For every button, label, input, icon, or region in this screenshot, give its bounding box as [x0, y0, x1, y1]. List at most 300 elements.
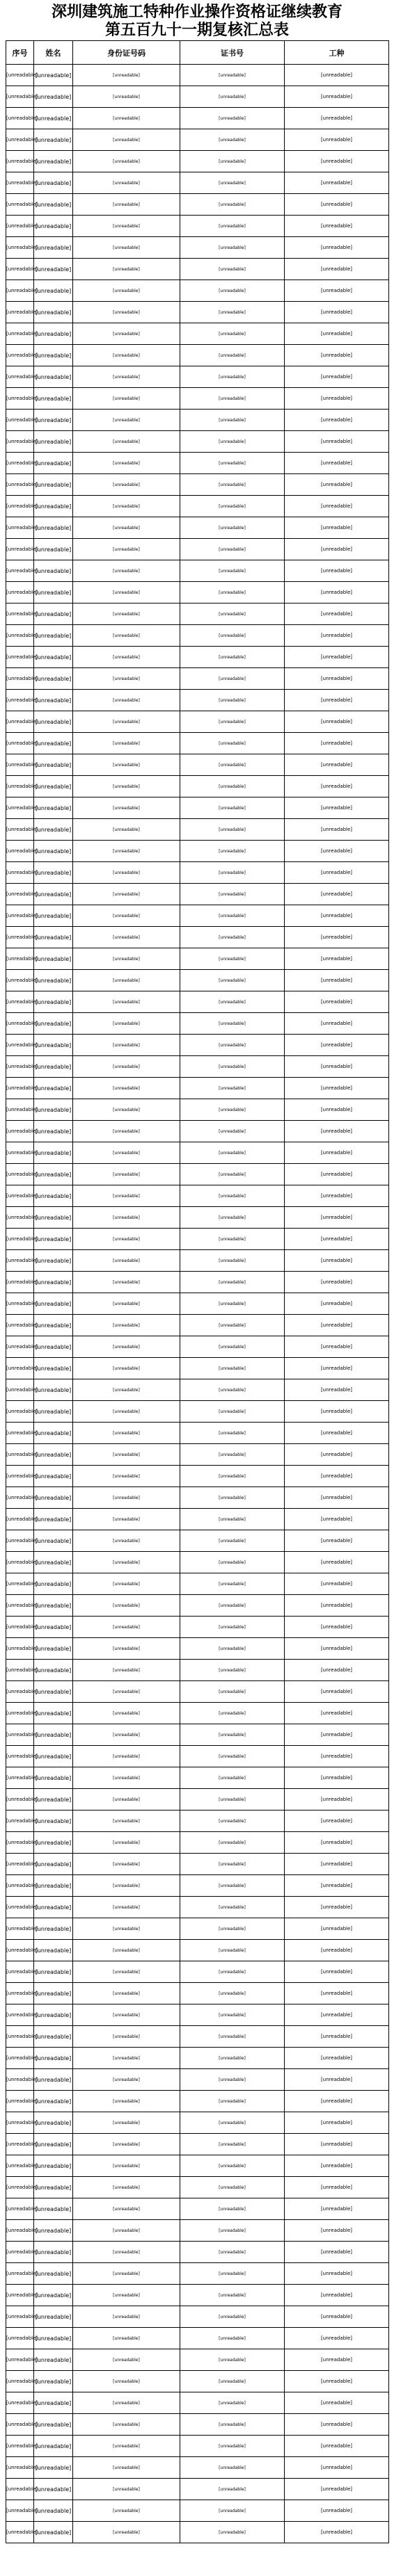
- table-row: [6, 1423, 389, 1444]
- row-number: [unreadable]: [6, 151, 34, 172]
- worker-name: [unreadable]: [34, 1056, 73, 1078]
- row-number: [unreadable]: [6, 410, 34, 431]
- row-number: [unreadable]: [6, 237, 34, 259]
- worker-name: [unreadable]: [34, 517, 73, 539]
- table-row: [6, 1487, 389, 1509]
- table-row: [6, 1552, 389, 1573]
- table-row: [6, 754, 389, 776]
- table-row: [6, 280, 389, 302]
- job-type: [unreadable]: [285, 216, 389, 237]
- row-number: [unreadable]: [6, 1767, 34, 1789]
- certificate-number: [unreadable]: [180, 1961, 285, 1983]
- job-type: [unreadable]: [285, 927, 389, 948]
- certificate-number: [unreadable]: [180, 819, 285, 841]
- worker-name: [unreadable]: [34, 1423, 73, 1444]
- table-header-row: [6, 41, 389, 65]
- row-number: [unreadable]: [6, 517, 34, 539]
- table-row: [6, 647, 389, 668]
- table-row: [6, 237, 389, 259]
- job-type: [unreadable]: [285, 819, 389, 841]
- certificate-number: [unreadable]: [180, 1466, 285, 1487]
- id-number: [unreadable]: [73, 2285, 180, 2306]
- job-type: [unreadable]: [285, 1379, 389, 1401]
- worker-name: [unreadable]: [34, 1961, 73, 1983]
- table-row: [6, 1013, 389, 1035]
- worker-name: [unreadable]: [34, 1185, 73, 1207]
- certificate-number: [unreadable]: [180, 2263, 285, 2285]
- row-number: [unreadable]: [6, 1940, 34, 1961]
- job-type: [unreadable]: [285, 2004, 389, 2026]
- job-type: [unreadable]: [285, 970, 389, 991]
- row-number: [unreadable]: [6, 1423, 34, 1444]
- job-type: [unreadable]: [285, 1121, 389, 1142]
- table-row: [6, 1724, 389, 1746]
- id-number: [unreadable]: [73, 819, 180, 841]
- table-row: [6, 927, 389, 948]
- worker-name: [unreadable]: [34, 1379, 73, 1401]
- title-line-1: 深圳建筑施工特种作业操作资格证继续教育: [51, 3, 342, 21]
- certificate-number: [unreadable]: [180, 1660, 285, 1681]
- job-type: [unreadable]: [285, 1099, 389, 1121]
- certificate-number: [unreadable]: [180, 2220, 285, 2242]
- row-number: [unreadable]: [6, 1530, 34, 1552]
- worker-name: [unreadable]: [34, 323, 73, 345]
- id-number: [unreadable]: [73, 474, 180, 496]
- job-type: [unreadable]: [285, 991, 389, 1013]
- worker-name: [unreadable]: [34, 2242, 73, 2263]
- job-type: [unreadable]: [285, 1336, 389, 1358]
- row-number: [unreadable]: [6, 431, 34, 453]
- id-number: [unreadable]: [73, 1595, 180, 1617]
- table-row: [6, 1638, 389, 1660]
- id-number: [unreadable]: [73, 1336, 180, 1358]
- job-type: [unreadable]: [285, 108, 389, 129]
- worker-name: [unreadable]: [34, 927, 73, 948]
- id-number: [unreadable]: [73, 1250, 180, 1272]
- certificate-number: [unreadable]: [180, 1724, 285, 1746]
- worker-name: [unreadable]: [34, 86, 73, 108]
- worker-name: [unreadable]: [34, 776, 73, 797]
- row-number: [unreadable]: [6, 302, 34, 323]
- certificate-number: [unreadable]: [180, 1229, 285, 1250]
- document-title: [6, 0, 388, 40]
- job-type: [unreadable]: [285, 1746, 389, 1767]
- certificate-number: [unreadable]: [180, 1509, 285, 1530]
- table-row: [6, 2436, 389, 2457]
- id-number: [unreadable]: [73, 172, 180, 194]
- worker-name: [unreadable]: [34, 1035, 73, 1056]
- job-type: [unreadable]: [285, 1272, 389, 1293]
- worker-name: [unreadable]: [34, 2134, 73, 2155]
- table-row: [6, 108, 389, 129]
- job-type: [unreadable]: [285, 496, 389, 517]
- row-number: [unreadable]: [6, 1121, 34, 1142]
- row-number: [unreadable]: [6, 1250, 34, 1272]
- worker-name: [unreadable]: [34, 410, 73, 431]
- job-type: [unreadable]: [285, 2349, 389, 2371]
- worker-name: [unreadable]: [34, 862, 73, 884]
- row-number: [unreadable]: [6, 388, 34, 410]
- row-number: [unreadable]: [6, 496, 34, 517]
- row-number: [unreadable]: [6, 2198, 34, 2220]
- id-number: [unreadable]: [73, 927, 180, 948]
- worker-name: [unreadable]: [34, 474, 73, 496]
- id-number: [unreadable]: [73, 539, 180, 560]
- row-number: [unreadable]: [6, 647, 34, 668]
- table-row: [6, 862, 389, 884]
- table-row: [6, 65, 389, 86]
- id-number: [unreadable]: [73, 65, 180, 86]
- worker-name: [unreadable]: [34, 2414, 73, 2436]
- worker-name: [unreadable]: [34, 1897, 73, 1918]
- job-type: [unreadable]: [285, 2134, 389, 2155]
- row-number: [unreadable]: [6, 690, 34, 711]
- table-row: [6, 2479, 389, 2500]
- certificate-number: [unreadable]: [180, 1207, 285, 1229]
- job-type: [unreadable]: [285, 948, 389, 970]
- table-row: [6, 2522, 389, 2543]
- worker-name: [unreadable]: [34, 2112, 73, 2134]
- id-number: [unreadable]: [73, 2371, 180, 2392]
- job-type: [unreadable]: [285, 905, 389, 927]
- id-number: [unreadable]: [73, 2392, 180, 2414]
- job-type: [unreadable]: [285, 2242, 389, 2263]
- row-number: [unreadable]: [6, 2177, 34, 2198]
- row-number: [unreadable]: [6, 2004, 34, 2026]
- id-number: [unreadable]: [73, 345, 180, 366]
- job-type: [unreadable]: [285, 560, 389, 582]
- job-type: [unreadable]: [285, 1767, 389, 1789]
- id-number: [unreadable]: [73, 216, 180, 237]
- certificate-number: [unreadable]: [180, 582, 285, 604]
- worker-name: [unreadable]: [34, 453, 73, 474]
- certificate-number: [unreadable]: [180, 2371, 285, 2392]
- table-row: [6, 2371, 389, 2392]
- certificate-number: [unreadable]: [180, 647, 285, 668]
- certificate-number: [unreadable]: [180, 1379, 285, 1401]
- id-number: [unreadable]: [73, 1121, 180, 1142]
- row-number: [unreadable]: [6, 366, 34, 388]
- job-type: [unreadable]: [285, 1142, 389, 1164]
- id-number: [unreadable]: [73, 905, 180, 927]
- table-row: [6, 302, 389, 323]
- row-number: [unreadable]: [6, 2242, 34, 2263]
- job-type: [unreadable]: [285, 884, 389, 905]
- row-number: [unreadable]: [6, 970, 34, 991]
- certificate-number: [unreadable]: [180, 2134, 285, 2155]
- certificate-number: [unreadable]: [180, 1401, 285, 1423]
- row-number: [unreadable]: [6, 1573, 34, 1595]
- id-number: [unreadable]: [73, 2522, 180, 2543]
- worker-name: [unreadable]: [34, 172, 73, 194]
- id-number: [unreadable]: [73, 1681, 180, 1703]
- id-number: [unreadable]: [73, 1078, 180, 1099]
- job-type: [unreadable]: [285, 2198, 389, 2220]
- id-number: [unreadable]: [73, 86, 180, 108]
- worker-name: [unreadable]: [34, 2371, 73, 2392]
- job-type: [unreadable]: [285, 280, 389, 302]
- worker-name: [unreadable]: [34, 496, 73, 517]
- table-row: [6, 86, 389, 108]
- worker-name: [unreadable]: [34, 970, 73, 991]
- row-number: [unreadable]: [6, 323, 34, 345]
- row-number: [unreadable]: [6, 1961, 34, 1983]
- table-row: [6, 323, 389, 345]
- worker-name: [unreadable]: [34, 1315, 73, 1336]
- worker-name: [unreadable]: [34, 1595, 73, 1617]
- job-type: [unreadable]: [285, 474, 389, 496]
- worker-name: [unreadable]: [34, 1811, 73, 1832]
- row-number: [unreadable]: [6, 1595, 34, 1617]
- table-row: [6, 2306, 389, 2328]
- worker-name: [unreadable]: [34, 1983, 73, 2004]
- id-number: [unreadable]: [73, 1530, 180, 1552]
- row-number: [unreadable]: [6, 991, 34, 1013]
- id-number: [unreadable]: [73, 797, 180, 819]
- id-number: [unreadable]: [73, 884, 180, 905]
- worker-name: [unreadable]: [34, 1250, 73, 1272]
- job-type: [unreadable]: [285, 2177, 389, 2198]
- worker-name: [unreadable]: [34, 431, 73, 453]
- table-row: [6, 1573, 389, 1595]
- table-row: [6, 194, 389, 216]
- job-type: [unreadable]: [285, 582, 389, 604]
- certificate-number: [unreadable]: [180, 1336, 285, 1358]
- row-number: [unreadable]: [6, 2328, 34, 2349]
- worker-name: [unreadable]: [34, 1487, 73, 1509]
- row-number: [unreadable]: [6, 1035, 34, 1056]
- worker-name: [unreadable]: [34, 259, 73, 280]
- id-number: [unreadable]: [73, 1617, 180, 1638]
- worker-name: [unreadable]: [34, 2069, 73, 2091]
- table-row: [6, 2112, 389, 2134]
- id-number: [unreadable]: [73, 1854, 180, 1875]
- certificate-number: [unreadable]: [180, 1638, 285, 1660]
- table-row: [6, 625, 389, 647]
- worker-name: [unreadable]: [34, 1142, 73, 1164]
- job-type: [unreadable]: [285, 862, 389, 884]
- job-type: [unreadable]: [285, 65, 389, 86]
- table-row: [6, 2349, 389, 2371]
- worker-name: [unreadable]: [34, 2177, 73, 2198]
- id-number: [unreadable]: [73, 1142, 180, 1164]
- id-number: [unreadable]: [73, 2091, 180, 2112]
- job-type: [unreadable]: [285, 2479, 389, 2500]
- worker-name: [unreadable]: [34, 690, 73, 711]
- worker-name: [unreadable]: [34, 1078, 73, 1099]
- certificate-number: [unreadable]: [180, 1099, 285, 1121]
- id-number: [unreadable]: [73, 862, 180, 884]
- worker-name: [unreadable]: [34, 948, 73, 970]
- worker-name: [unreadable]: [34, 1746, 73, 1767]
- id-number: [unreadable]: [73, 2026, 180, 2048]
- worker-name: [unreadable]: [34, 280, 73, 302]
- worker-name: [unreadable]: [34, 1703, 73, 1724]
- table-row: [6, 474, 389, 496]
- table-row: [6, 1315, 389, 1336]
- table-row: [6, 1379, 389, 1401]
- table-row: [6, 582, 389, 604]
- worker-name: [unreadable]: [34, 216, 73, 237]
- job-type: [unreadable]: [285, 194, 389, 216]
- job-type: [unreadable]: [285, 1315, 389, 1336]
- job-type: [unreadable]: [285, 1961, 389, 1983]
- id-number: [unreadable]: [73, 2004, 180, 2026]
- table-row: [6, 517, 389, 539]
- row-number: [unreadable]: [6, 582, 34, 604]
- job-type: [unreadable]: [285, 388, 389, 410]
- job-type: [unreadable]: [285, 1940, 389, 1961]
- job-type: [unreadable]: [285, 1660, 389, 1681]
- row-number: [unreadable]: [6, 2091, 34, 2112]
- job-type: [unreadable]: [285, 797, 389, 819]
- id-number: [unreadable]: [73, 1185, 180, 1207]
- row-number: [unreadable]: [6, 539, 34, 560]
- certificate-number: [unreadable]: [180, 927, 285, 948]
- certificate-number: [unreadable]: [180, 1595, 285, 1617]
- worker-name: [unreadable]: [34, 1272, 73, 1293]
- worker-name: [unreadable]: [34, 2349, 73, 2371]
- certificate-number: [unreadable]: [180, 280, 285, 302]
- row-number: [unreadable]: [6, 1466, 34, 1487]
- table-row: [6, 1293, 389, 1315]
- job-type: [unreadable]: [285, 711, 389, 733]
- job-type: [unreadable]: [285, 841, 389, 862]
- worker-name: [unreadable]: [34, 1875, 73, 1897]
- table-row: [6, 1746, 389, 1767]
- job-type: [unreadable]: [285, 1811, 389, 1832]
- table-row: [6, 2069, 389, 2091]
- worker-name: [unreadable]: [34, 65, 73, 86]
- worker-name: [unreadable]: [34, 2500, 73, 2522]
- row-number: [unreadable]: [6, 194, 34, 216]
- row-number: [unreadable]: [6, 1811, 34, 1832]
- certificate-number: [unreadable]: [180, 948, 285, 970]
- job-type: [unreadable]: [285, 1681, 389, 1703]
- table-row: [6, 819, 389, 841]
- certificate-number: [unreadable]: [180, 345, 285, 366]
- certificate-number: [unreadable]: [180, 237, 285, 259]
- row-number: [unreadable]: [6, 1660, 34, 1681]
- row-number: [unreadable]: [6, 2134, 34, 2155]
- job-type: [unreadable]: [285, 1229, 389, 1250]
- certificate-number: [unreadable]: [180, 1746, 285, 1767]
- id-number: [unreadable]: [73, 1487, 180, 1509]
- table-row: [6, 1056, 389, 1078]
- table-row: [6, 1229, 389, 1250]
- worker-name: [unreadable]: [34, 733, 73, 754]
- id-number: [unreadable]: [73, 2155, 180, 2177]
- id-number: [unreadable]: [73, 1875, 180, 1897]
- id-number: [unreadable]: [73, 711, 180, 733]
- job-type: [unreadable]: [285, 1875, 389, 1897]
- table-row: [6, 1530, 389, 1552]
- worker-name: [unreadable]: [34, 1444, 73, 1466]
- certificate-number: [unreadable]: [180, 862, 285, 884]
- job-type: [unreadable]: [285, 431, 389, 453]
- id-number: [unreadable]: [73, 1444, 180, 1466]
- certificate-number: [unreadable]: [180, 302, 285, 323]
- row-number: [unreadable]: [6, 1164, 34, 1185]
- column-header-id-number: 身份证号码: [73, 41, 180, 65]
- id-number: [unreadable]: [73, 1229, 180, 1250]
- id-number: [unreadable]: [73, 1897, 180, 1918]
- table-row: [6, 841, 389, 862]
- worker-name: [unreadable]: [34, 1789, 73, 1811]
- table-row: [6, 776, 389, 797]
- worker-name: [unreadable]: [34, 1121, 73, 1142]
- table-row: [6, 690, 389, 711]
- job-type: [unreadable]: [285, 2371, 389, 2392]
- job-type: [unreadable]: [285, 2522, 389, 2543]
- table-row: [6, 1099, 389, 1121]
- id-number: [unreadable]: [73, 2263, 180, 2285]
- certificate-number: [unreadable]: [180, 1918, 285, 1940]
- table-row: [6, 1617, 389, 1638]
- job-type: [unreadable]: [285, 1013, 389, 1035]
- table-row: [6, 2198, 389, 2220]
- row-number: [unreadable]: [6, 129, 34, 151]
- worker-name: [unreadable]: [34, 1767, 73, 1789]
- id-number: [unreadable]: [73, 1358, 180, 1379]
- table-row: [6, 172, 389, 194]
- certificate-number: [unreadable]: [180, 366, 285, 388]
- row-number: [unreadable]: [6, 474, 34, 496]
- certificate-number: [unreadable]: [180, 453, 285, 474]
- row-number: [unreadable]: [6, 1724, 34, 1746]
- row-number: [unreadable]: [6, 1013, 34, 1035]
- row-number: [unreadable]: [6, 2500, 34, 2522]
- worker-name: [unreadable]: [34, 1940, 73, 1961]
- certificate-number: [unreadable]: [180, 970, 285, 991]
- job-type: [unreadable]: [285, 1487, 389, 1509]
- id-number: [unreadable]: [73, 754, 180, 776]
- id-number: [unreadable]: [73, 2242, 180, 2263]
- certificate-number: [unreadable]: [180, 1940, 285, 1961]
- certificate-number: [unreadable]: [180, 625, 285, 647]
- job-type: [unreadable]: [285, 2414, 389, 2436]
- job-type: [unreadable]: [285, 1078, 389, 1099]
- id-number: [unreadable]: [73, 302, 180, 323]
- job-type: [unreadable]: [285, 86, 389, 108]
- id-number: [unreadable]: [73, 2048, 180, 2069]
- table-row: [6, 1875, 389, 1897]
- row-number: [unreadable]: [6, 1229, 34, 1250]
- worker-name: [unreadable]: [34, 539, 73, 560]
- table-row: [6, 151, 389, 172]
- table-row: [6, 453, 389, 474]
- row-number: [unreadable]: [6, 259, 34, 280]
- job-type: [unreadable]: [285, 302, 389, 323]
- certificate-number: [unreadable]: [180, 2457, 285, 2479]
- id-number: [unreadable]: [73, 2177, 180, 2198]
- job-type: [unreadable]: [285, 1035, 389, 1056]
- worker-name: [unreadable]: [34, 797, 73, 819]
- certificate-number: [unreadable]: [180, 474, 285, 496]
- table-row: [6, 1660, 389, 1681]
- certificate-number: [unreadable]: [180, 1789, 285, 1811]
- id-number: [unreadable]: [73, 1767, 180, 1789]
- table-row: [6, 129, 389, 151]
- certificate-number: [unreadable]: [180, 1250, 285, 1272]
- id-number: [unreadable]: [73, 517, 180, 539]
- job-type: [unreadable]: [285, 1509, 389, 1530]
- certificate-number: [unreadable]: [180, 388, 285, 410]
- job-type: [unreadable]: [285, 1530, 389, 1552]
- table-row: [6, 2414, 389, 2436]
- id-number: [unreadable]: [73, 1832, 180, 1854]
- row-number: [unreadable]: [6, 2306, 34, 2328]
